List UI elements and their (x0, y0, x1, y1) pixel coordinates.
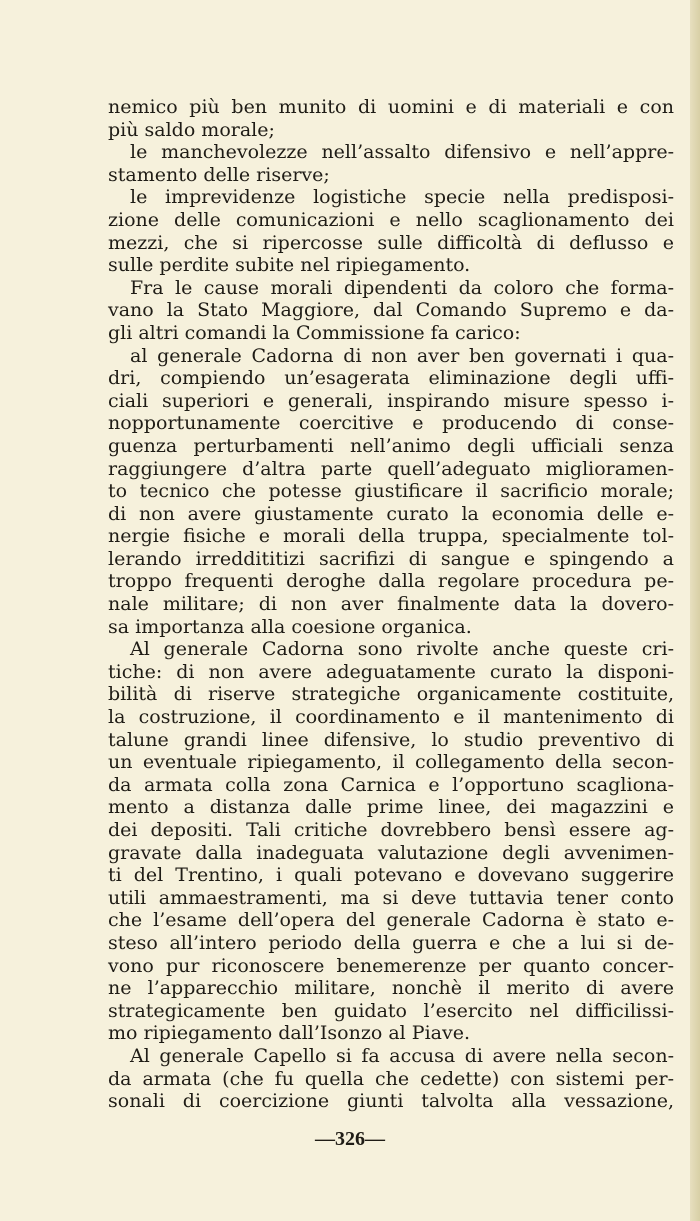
text-line: steso all’intero periodo della guerra e che a lui si de- (108, 931, 674, 954)
text-line: bilità di riserve strategiche organicamente costituite, (108, 683, 674, 706)
text-line: mento a distanza dalle prime linee, dei magazzini e (108, 796, 674, 819)
text-line: le imprevidenze logistiche specie nella predisposi- (130, 186, 674, 209)
text-line: guenza perturbamenti nell’animo degli ufficiali senza (108, 434, 674, 457)
text-line: vano la Stato Maggiore, dal Comando Supremo e da- (108, 299, 674, 322)
page-edge (690, 0, 700, 1221)
text-line: Al generale Capello si fa accusa di avere nella secon- (130, 1044, 674, 1067)
text-line: zione delle comunicazioni e nello scaglionamento dei (108, 208, 674, 231)
text-line: più saldo morale; (108, 118, 275, 141)
text-line: nale militare; di non aver finalmente data la dovero- (108, 593, 674, 616)
text-line: mo ripiegamento dall’Isonzo al Piave. (108, 1022, 470, 1045)
text-line: sulle perdite subite nel ripiegamento. (108, 254, 471, 277)
text-line: utili ammaestramenti, ma si deve tuttavia tener conto (108, 886, 674, 909)
text-line: mezzi, che si ripercosse sulle difficoltà di deflusso e (108, 231, 674, 254)
text-line: sa importanza alla coesione organica. (108, 615, 472, 638)
text-line: tiche: di non avere adeguatamente curato la disponi- (108, 660, 674, 683)
text-line: strategicamente ben guidato l’esercito nel difficilissi- (108, 999, 674, 1022)
text-line: troppo frequenti deroghe dalla regolare procedura pe- (108, 570, 674, 593)
text-line: to tecnico che potesse giustificare il sacrificio morale; (108, 480, 674, 503)
text-line: dei depositi. Tali critiche dovrebbero bensì essere ag- (108, 819, 674, 841)
text-line: ciali superiori e generali, inspirando misure spesso i- (108, 389, 674, 412)
text-line: Al generale Cadorna sono rivolte anche queste cri- (130, 638, 674, 661)
text-line: ti del Trentino, i quali potevano e dovevano suggerire (108, 864, 674, 887)
text-line: lerando irreddititizi sacrifizi di sangue e spingendo a (108, 547, 674, 570)
text-line: Fra le cause morali dipendenti da coloro che forma- (130, 276, 674, 299)
text-line: ne l’apparecchio militare, nonchè il merito di avere (108, 977, 674, 1000)
text-line: nergie fisiche e morali della truppa, specialmente tol- (108, 525, 674, 548)
text-line: stamento delle riserve; (108, 163, 330, 186)
text-line: sonali di coercizione giunti talvolta alla vessazione, (108, 1090, 674, 1113)
text-line: raggiungere d’altra parte quell’adeguato miglioramen- (108, 457, 674, 480)
text-line: un eventuale ripiegamento, il collegamento della secon- (108, 751, 674, 774)
text-line: la costruzione, il coordinamento e il mantenimento di (108, 706, 674, 729)
text-line: gli altri comandi la Commissione fa carico: (108, 321, 521, 344)
body-text (108, 96, 674, 1113)
text-line: le manchevolezze nell’assalto difensivo e nell’appre- (130, 141, 674, 164)
page-number: —326— (315, 1128, 385, 1150)
text-line: nemico più ben munito di uomini e di materiali e con (108, 96, 674, 118)
text-line: da armata (che fu quella che cedette) con sistemi per- (108, 1067, 674, 1090)
text-line: al generale Cadorna di non aver ben governati i qua- (130, 344, 674, 367)
text-line: di non avere giustamente curato la economia delle e- (108, 502, 674, 525)
text-line: gravate dalla inadeguata valutazione degli avvenimen- (108, 841, 674, 864)
text-line: dri, compiendo un’esagerata eliminazione degli uffi- (108, 367, 674, 390)
text-line: talune grandi linee difensive, lo studio preventivo di (108, 728, 674, 751)
text-line: vono pur riconoscere benemerenze per quanto concer- (108, 954, 674, 977)
text-line: nopportunamente coercitive e producendo di conse- (108, 412, 674, 435)
text-line: da armata colla zona Carnica e l’opportuno scagliona- (108, 773, 674, 796)
text-line: che l’esame dell’opera del generale Cadorna è stato e- (108, 909, 674, 932)
